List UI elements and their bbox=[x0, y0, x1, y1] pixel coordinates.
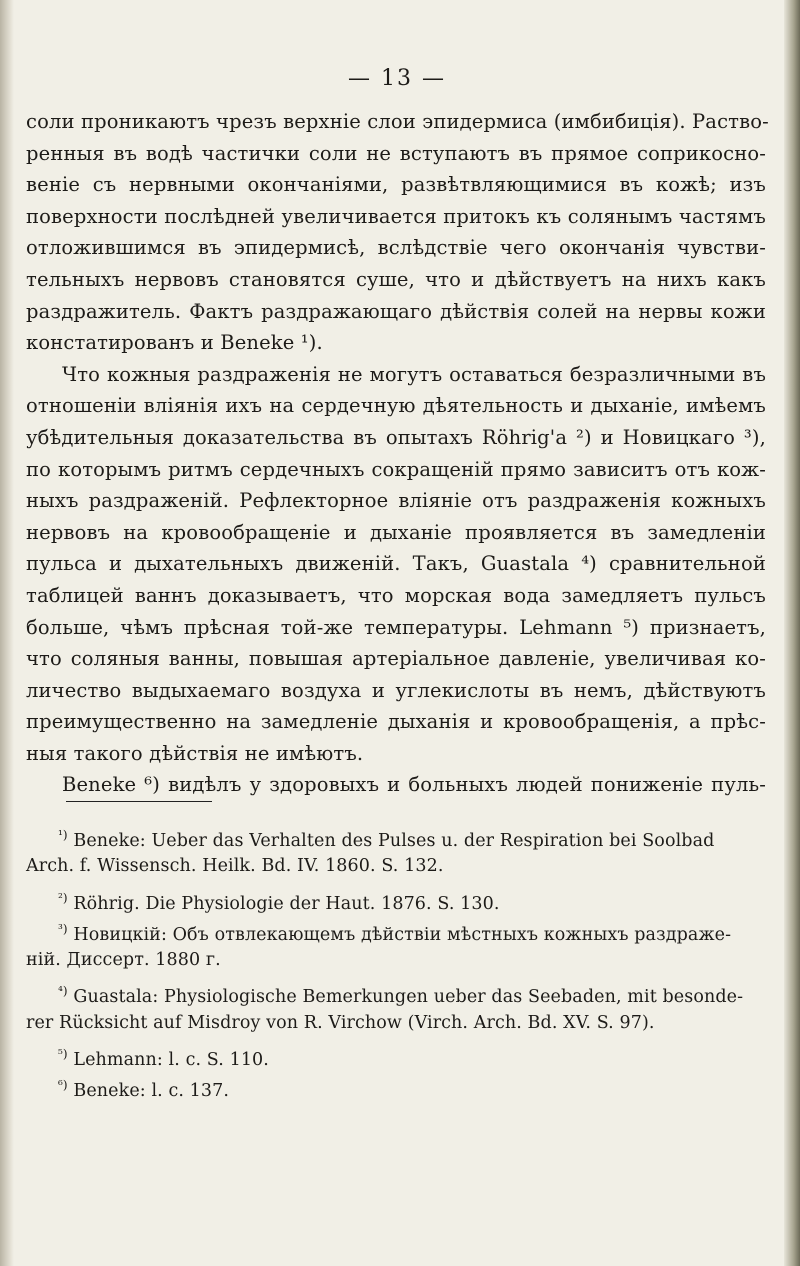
footnote-text: Новицкій: Объ отвлекающемъ дѣйствіи мѣстныхъ кожныхъ раздраже- bbox=[73, 924, 732, 945]
footnote bbox=[26, 1070, 766, 1101]
text-line: пульса и дыхательныхъ движеній. Такъ, Guastala ⁴) сравнительной bbox=[26, 552, 766, 576]
book-binding-edge bbox=[784, 0, 800, 1266]
footnote-divider bbox=[66, 801, 212, 802]
footnote-continuation: ній. Диссерт. 1880 г. bbox=[26, 950, 221, 971]
text-line: преимущественно на замедленіе дыханія и кровообращенія, а прѣс- bbox=[26, 710, 766, 734]
footnote-text: Lehmann: l. c. S. 110. bbox=[73, 1050, 269, 1071]
footnote-text: Beneke: l. c. 137. bbox=[73, 1081, 230, 1102]
footnote-mark: ²) bbox=[58, 890, 68, 905]
book-page bbox=[26, 0, 768, 1266]
footnote-continuation: rer Rücksicht auf Misdroy von R. Virchow (Virch. Arch. Bd. XV. S. 97). bbox=[26, 1012, 655, 1033]
text-line: ныя такого дѣйствія не имѣютъ. bbox=[26, 741, 364, 765]
footnote-mark: ⁴) bbox=[58, 984, 68, 999]
text-line: Что кожныя раздраженія не могутъ оставаться безразличными въ bbox=[62, 362, 766, 386]
text-line: таблицей ваннъ доказываетъ, что морская вода замедляетъ пульсъ bbox=[26, 583, 766, 607]
footnote bbox=[26, 820, 766, 851]
text-line: ренныя въ водѣ частички соли не вступаютъ въ прямое соприкосно- bbox=[26, 141, 766, 165]
footnote bbox=[26, 883, 766, 914]
footnote-text: Guastala: Physiologische Bemerkungen ueber das Seebaden, mit besonde- bbox=[73, 987, 744, 1008]
text-line: отношеніи вліянія ихъ на сердечную дѣятельность и дыханіе, имѣемъ bbox=[26, 394, 766, 418]
text-line: по которымъ ритмъ сердечныхъ сокращеній прямо зависитъ отъ кож- bbox=[26, 457, 766, 481]
text-line: личество выдыхаемаго воздуха и углекислоты въ немъ, дѣйствуютъ bbox=[26, 678, 766, 702]
footnote bbox=[26, 914, 766, 945]
text-line: Beneke ⁶) видѣлъ у здоровыхъ и больныхъ людей пониженіе пуль- bbox=[62, 773, 766, 797]
text-line: веніе съ нервными окончаніями, развѣтвляющимися въ кожѣ; изъ bbox=[26, 173, 766, 197]
text-line: нервовъ на кровообращеніе и дыханіе проявляется въ замедленіи bbox=[26, 520, 766, 544]
footnote-mark: ⁵) bbox=[58, 1047, 68, 1062]
text-line: раздражитель. Фактъ раздражающаго дѣйствія солей на нервы кожи bbox=[26, 299, 766, 323]
body-text bbox=[26, 106, 769, 801]
text-line: тельныхъ нервовъ становятся суше, что и дѣйствуетъ на нихъ какъ bbox=[26, 267, 766, 291]
footnote-mark: ¹) bbox=[58, 828, 68, 842]
text-line: соли проникаютъ чрезъ верхніе слои эпидермиса (имбибиція). Раство- bbox=[26, 110, 769, 133]
footnote-text: Röhrig. Die Physiologie der Haut. 1876. S. 130. bbox=[73, 893, 500, 914]
footnote-continuation: Arch. f. Wissensch. Heilk. Bd. IV. 1860. S. 132. bbox=[26, 856, 444, 877]
footnote-text: Beneke: Ueber das Verhalten des Pulses u. der Respiration bei Soolbad bbox=[73, 831, 715, 851]
text-line: больше, чѣмъ прѣсная той-же температуры. Lehmann ⁵) признаетъ, bbox=[26, 615, 766, 639]
footnote bbox=[26, 976, 766, 1007]
text-line: отложившимся въ эпидермисѣ, вслѣдствіе чего окончанія чувстви- bbox=[26, 236, 766, 260]
page-left-edge-shadow bbox=[0, 0, 14, 1266]
footnote-mark: ⁶) bbox=[58, 1078, 68, 1093]
footnote bbox=[26, 1039, 766, 1070]
footnote-mark: ³) bbox=[58, 921, 68, 936]
text-line: ныхъ раздраженій. Рефлекторное вліяніе отъ раздраженія кожныхъ bbox=[26, 489, 766, 513]
text-line: поверхности послѣдней увеличивается притокъ къ солянымъ частямъ bbox=[26, 204, 766, 228]
text-line: что соляныя ванны, повышая артеріальное давленіе, увеличивая ко- bbox=[26, 647, 766, 671]
text-line: убѣдительныя доказательства въ опытахъ Röhrig'a ²) и Новицкаго ³), bbox=[26, 425, 766, 449]
page-number: — 13 — bbox=[348, 66, 446, 91]
text-line: констатированъ и Beneke ¹). bbox=[26, 331, 323, 355]
footnotes bbox=[26, 820, 766, 1102]
